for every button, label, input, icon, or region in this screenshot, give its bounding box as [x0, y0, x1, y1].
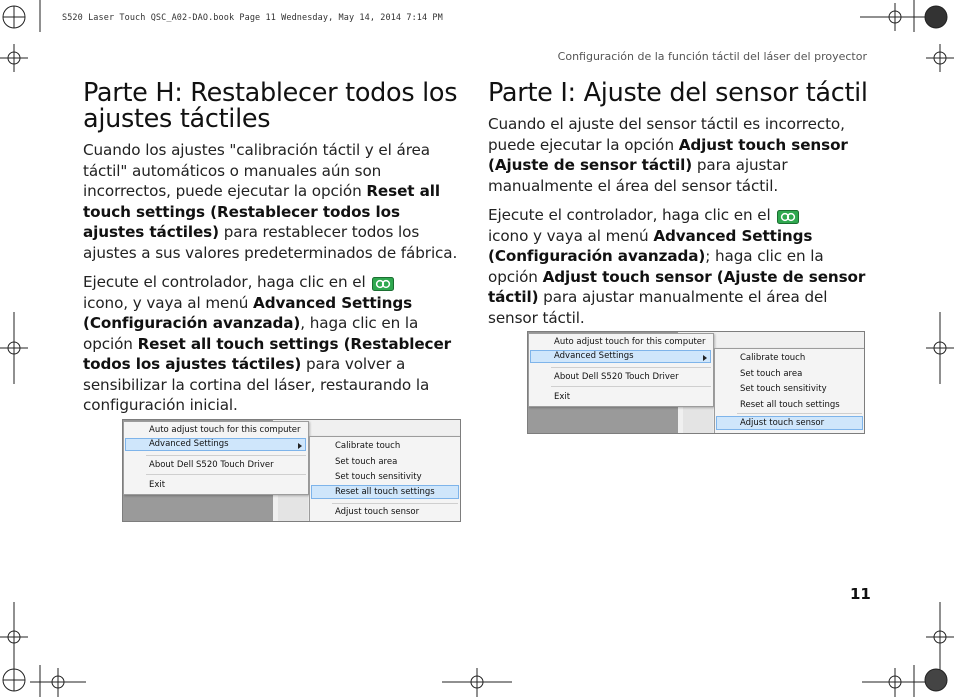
submenu-item-set-area[interactable]: Set touch area [335, 457, 398, 467]
menu-screenshot-adjust-sensor [527, 331, 865, 434]
submenu-item-reset-all[interactable]: Reset all touch settings [740, 400, 840, 410]
submenu-item-reset-all[interactable]: Reset all touch settings [311, 485, 459, 499]
menu-item-auto-adjust[interactable]: Auto adjust touch for this computer [554, 337, 706, 347]
section-h-title: Parte H: Restablecer todos los ajustes táctiles [83, 78, 458, 134]
context-menu [528, 333, 714, 407]
touch-driver-icon [372, 276, 394, 290]
submenu-arrow-icon [298, 443, 302, 449]
submenu-item-sensitivity[interactable]: Set touch sensitivity [335, 472, 422, 482]
menu-item-auto-adjust[interactable]: Auto adjust touch for this computer [149, 425, 301, 435]
menu-item-about[interactable]: About Dell S520 Touch Driver [149, 460, 274, 470]
submenu-arrow-icon [703, 355, 707, 361]
section-h-paragraph-2: Ejecute el controlador, haga clic en el icono, y vaya al menú Advanced Settings (Configuración avanzada), haga clic en la opción Reset all touch settings (Restablecer todos los ajustes táctiles) para volver a sensibilizar la cortina del láser, restaurando la configuración inicial. [83, 273, 452, 414]
print-header: S520 Laser Touch QSC_A02-DAO.book Page 11 Wednesday, May 14, 2014 7:14 PM [62, 13, 443, 23]
section-i-paragraph-1: Cuando el ajuste del sensor táctil es incorrecto, puede ejecutar la opción Adjust touch sensor (Ajuste de sensor táctil) para ajustar manualmente el área del sensor táctil. [488, 115, 848, 195]
section-h-paragraph-1: Cuando los ajustes "calibración táctil y el área táctil" automáticos o manuales aún son incorrectos, puede ejecutar la opción Reset all touch settings (Restablecer todos los ajustes táctiles) para restablecer todos los ajustes a sus valores predeterminados de fábrica. [83, 141, 458, 262]
menu-screenshot-reset [122, 419, 461, 522]
touch-driver-icon [777, 209, 799, 223]
menu-item-advanced-settings[interactable]: Advanced Settings [530, 350, 711, 363]
submenu-item-set-area[interactable]: Set touch area [740, 369, 803, 379]
running-head: Configuración de la función táctil del láser del proyector [557, 50, 867, 63]
menu-item-exit[interactable]: Exit [554, 392, 571, 402]
page-number: 11 [850, 585, 871, 603]
submenu-item-sensitivity[interactable]: Set touch sensitivity [740, 384, 827, 394]
submenu-item-adjust-sensor[interactable]: Adjust touch sensor [716, 416, 863, 430]
menu-item-advanced-settings[interactable]: Advanced Settings [125, 438, 306, 451]
advanced-submenu [714, 348, 865, 434]
advanced-submenu [309, 436, 461, 522]
menu-item-about[interactable]: About Dell S520 Touch Driver [554, 372, 679, 382]
submenu-item-adjust-sensor[interactable]: Adjust touch sensor [335, 507, 420, 517]
submenu-item-calibrate[interactable]: Calibrate touch [740, 353, 806, 363]
section-i-paragraph-2: Ejecute el controlador, haga clic en el icono y vaya al menú Advanced Settings (Configuración avanzada); haga clic en la opción Adjust touch sensor (Ajuste de sensor táctil) para ajustar manualmente el área del sensor táctil. [488, 206, 866, 327]
submenu-item-calibrate[interactable]: Calibrate touch [335, 441, 401, 451]
context-menu [123, 421, 309, 495]
section-i-title: Parte I: Ajuste del sensor táctil [488, 78, 868, 108]
menu-item-exit[interactable]: Exit [149, 480, 166, 490]
